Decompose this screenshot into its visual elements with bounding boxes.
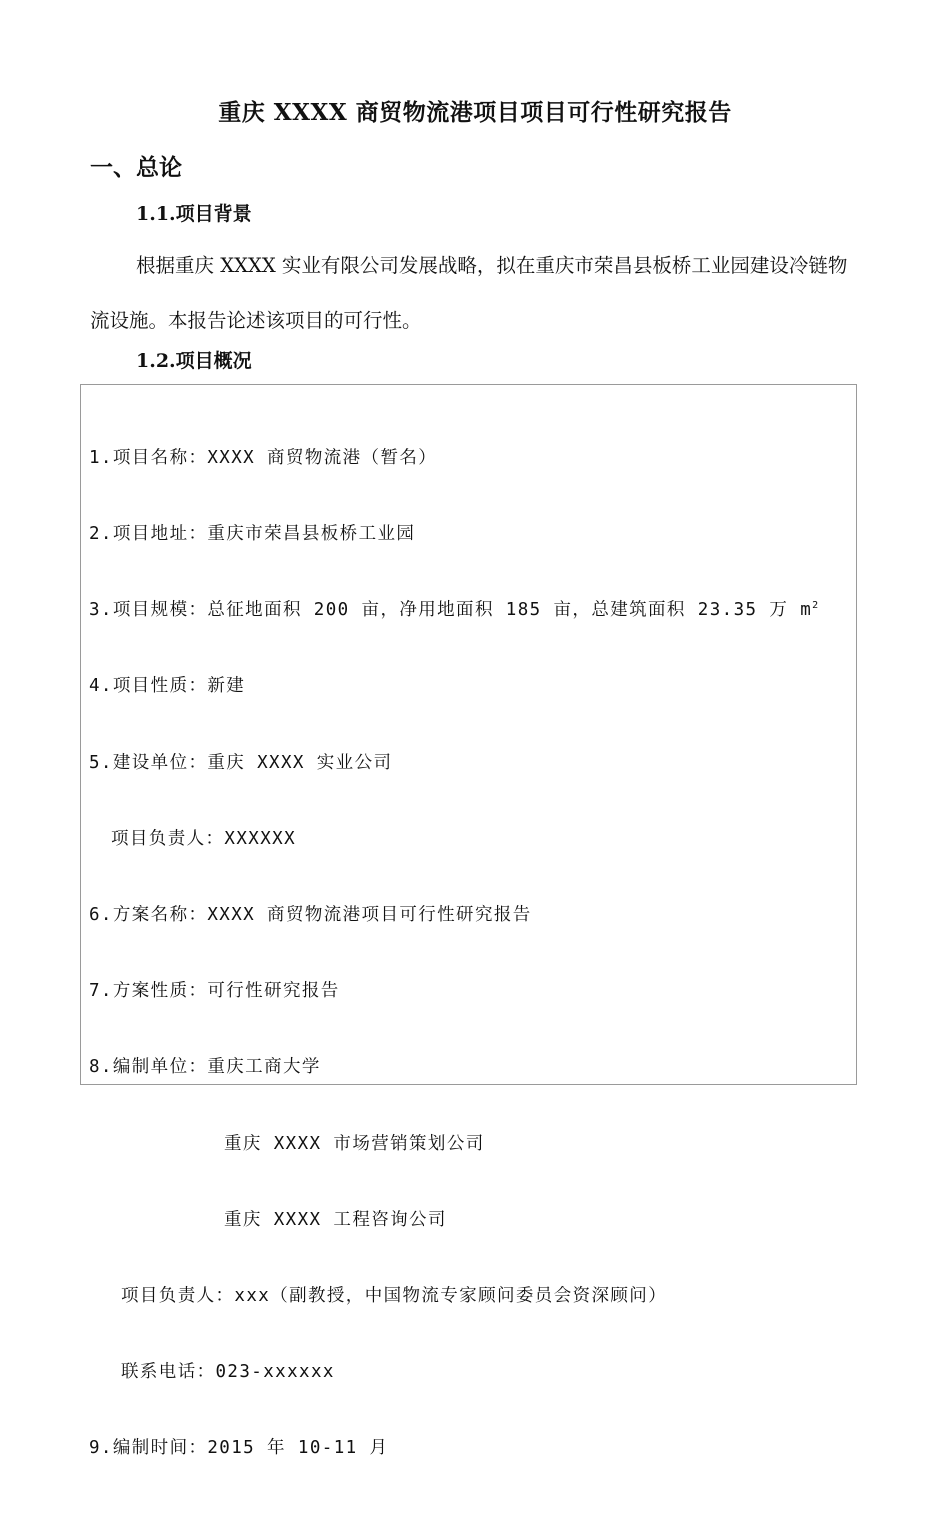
subsection-heading-background: 1.1.项目背景 — [136, 203, 252, 225]
overview-line-compiler: 8.编制单位：重庆工商大学 — [89, 1057, 321, 1078]
subsection-heading-overview: 1.2.项目概况 — [136, 350, 252, 372]
project-scale-text: 3.项目规模：总征地面积 200 亩，净用地面积 185 亩，总建筑面积 23.35 万 m — [89, 600, 813, 621]
document-title: 重庆 XXXX 商贸物流港项目项目可行性研究报告 — [218, 99, 732, 126]
overview-line-compiler-lead: 项目负责人：xxx（副教授，中国物流专家顾问委员会资深顾问） — [121, 1286, 668, 1307]
overview-line-plan-nature: 7.方案性质：可行性研究报告 — [89, 981, 340, 1002]
overview-line-project-address: 2.项目地址：重庆市荣昌县板桥工业园 — [89, 524, 416, 545]
overview-line-compiler-3: 重庆 XXXX 工程咨询公司 — [224, 1209, 447, 1230]
area-unit-superscript: 2 — [812, 600, 819, 612]
overview-line-compiler-2: 重庆 XXXX 市场营销策划公司 — [224, 1133, 485, 1154]
overview-line-project-name: 1.项目名称：XXXX 商贸物流港（暂名） — [89, 447, 438, 468]
overview-line-builder-lead: 项目负责人：XXXXXX — [111, 828, 297, 849]
overview-line-project-nature: 4.项目性质：新建 — [89, 676, 246, 697]
overview-line-compile-time: 9.编制时间：2015 年 10-11 月 — [89, 1438, 389, 1459]
project-overview-box — [80, 384, 857, 1459]
overview-line-contact-phone: 联系电话：023-xxxxxx — [121, 1362, 335, 1383]
project-overview-lines — [89, 395, 818, 1513]
overview-line-project-scale — [89, 598, 818, 623]
overview-line-plan-name: 6.方案名称：XXXX 商贸物流港项目可行性研究报告 — [89, 905, 532, 926]
background-paragraph: 根据重庆 XXXX 实业有限公司发展战略，拟在重庆市荣昌县板桥工业园建设冷链物流设施。本报告论述该项目的可行性。 — [90, 254, 848, 332]
section-heading-general: 一、总论 — [90, 154, 182, 181]
overview-line-builder: 5.建设单位：重庆 XXXX 实业公司 — [89, 752, 393, 773]
